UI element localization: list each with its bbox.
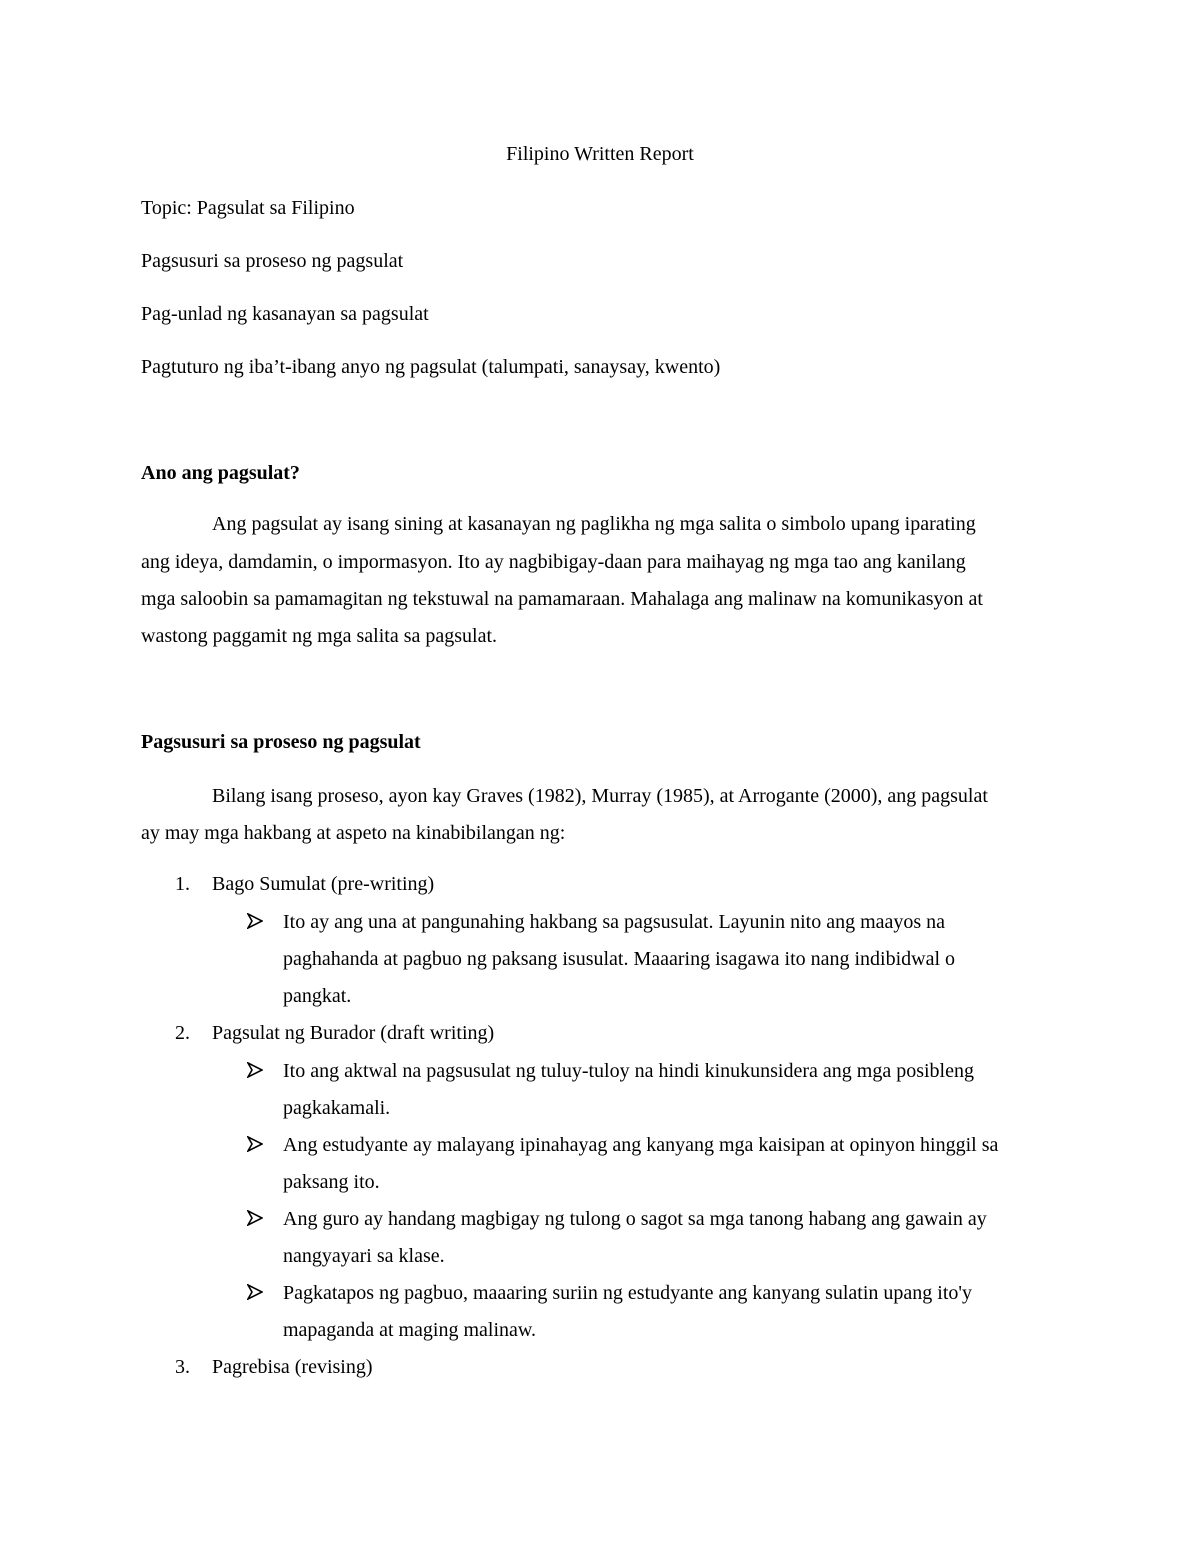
topic-line: Topic: Pagsulat sa Filipino <box>141 197 355 219</box>
document-title: Filipino Written Report <box>506 143 694 165</box>
paragraph-line: ang ideya, damdamin, o impormasyon. Ito ay nagbibigay-daan para maihayag ng mga tao ang kanilang <box>141 551 966 573</box>
list-number: 1. <box>175 873 190 895</box>
bullet-line: pangkat. <box>283 985 352 1007</box>
paragraph-line: wastong paggamit ng mga salita sa pagsulat. <box>141 625 498 647</box>
bullet-line: nangyayari sa klase. <box>283 1245 445 1267</box>
paragraph-line: mga saloobin sa pamamagitan ng tekstuwal na pamamaraan. Mahalaga ang malinaw na komunikasyon at <box>141 588 983 610</box>
bullet-line: pagkakamali. <box>283 1097 391 1119</box>
arrow-bullet-icon <box>247 913 263 929</box>
arrow-bullet-icon <box>247 1284 263 1300</box>
bullet-line: Ang guro ay handang magbigay ng tulong o sagot sa mga tanong habang ang gawain ay <box>283 1208 987 1230</box>
arrow-bullet-icon <box>247 1136 263 1152</box>
paragraph-line: Ang pagsulat ay isang sining at kasanayan ng paglikha ng mga salita o simbolo upang iparating <box>212 513 976 535</box>
arrow-bullet-icon <box>247 1210 263 1226</box>
section-heading: Ano ang pagsulat? <box>141 462 300 484</box>
topic-line: Pagsusuri sa proseso ng pagsulat <box>141 250 404 272</box>
bullet-line: paghahanda at pagbuo ng paksang isusulat. Maaaring isagawa ito nang indibidwal o <box>283 948 956 970</box>
bullet-line: Pagkatapos ng pagbuo, maaaring suriin ng estudyante ang kanyang sulatin upang ito'y <box>283 1282 973 1304</box>
list-number: 3. <box>175 1356 190 1378</box>
list-item-label: Pagrebisa (revising) <box>212 1356 373 1378</box>
arrow-bullet-icon <box>247 1062 263 1078</box>
list-number: 2. <box>175 1022 190 1044</box>
bullet-line: Ito ay ang una at pangunahing hakbang sa pagsusulat. Layunin nito ang maayos na <box>283 911 946 933</box>
topic-line: Pagtuturo ng iba’t-ibang anyo ng pagsulat (talumpati, sanaysay, kwento) <box>141 356 721 378</box>
bullet-line: Ang estudyante ay malayang ipinahayag ang kanyang mga kaisipan at opinyon hinggil sa <box>283 1134 999 1156</box>
section-heading: Pagsusuri sa proseso ng pagsulat <box>141 731 421 753</box>
bullet-line: paksang ito. <box>283 1171 380 1193</box>
bullet-line: mapaganda at maging malinaw. <box>283 1319 537 1341</box>
list-item-label: Bago Sumulat (pre-writing) <box>212 873 435 895</box>
topic-line: Pag-unlad ng kasanayan sa pagsulat <box>141 303 429 325</box>
bullet-line: Ito ang aktwal na pagsusulat ng tuluy-tuloy na hindi kinukunsidera ang mga posibleng <box>283 1060 974 1082</box>
paragraph-line: Bilang isang proseso, ayon kay Graves (1982), Murray (1985), at Arrogante (2000), ang pagsulat <box>212 785 988 807</box>
paragraph-line: ay may mga hakbang at aspeto na kinabibilangan ng: <box>141 822 566 844</box>
list-item-label: Pagsulat ng Burador (draft writing) <box>212 1022 495 1044</box>
